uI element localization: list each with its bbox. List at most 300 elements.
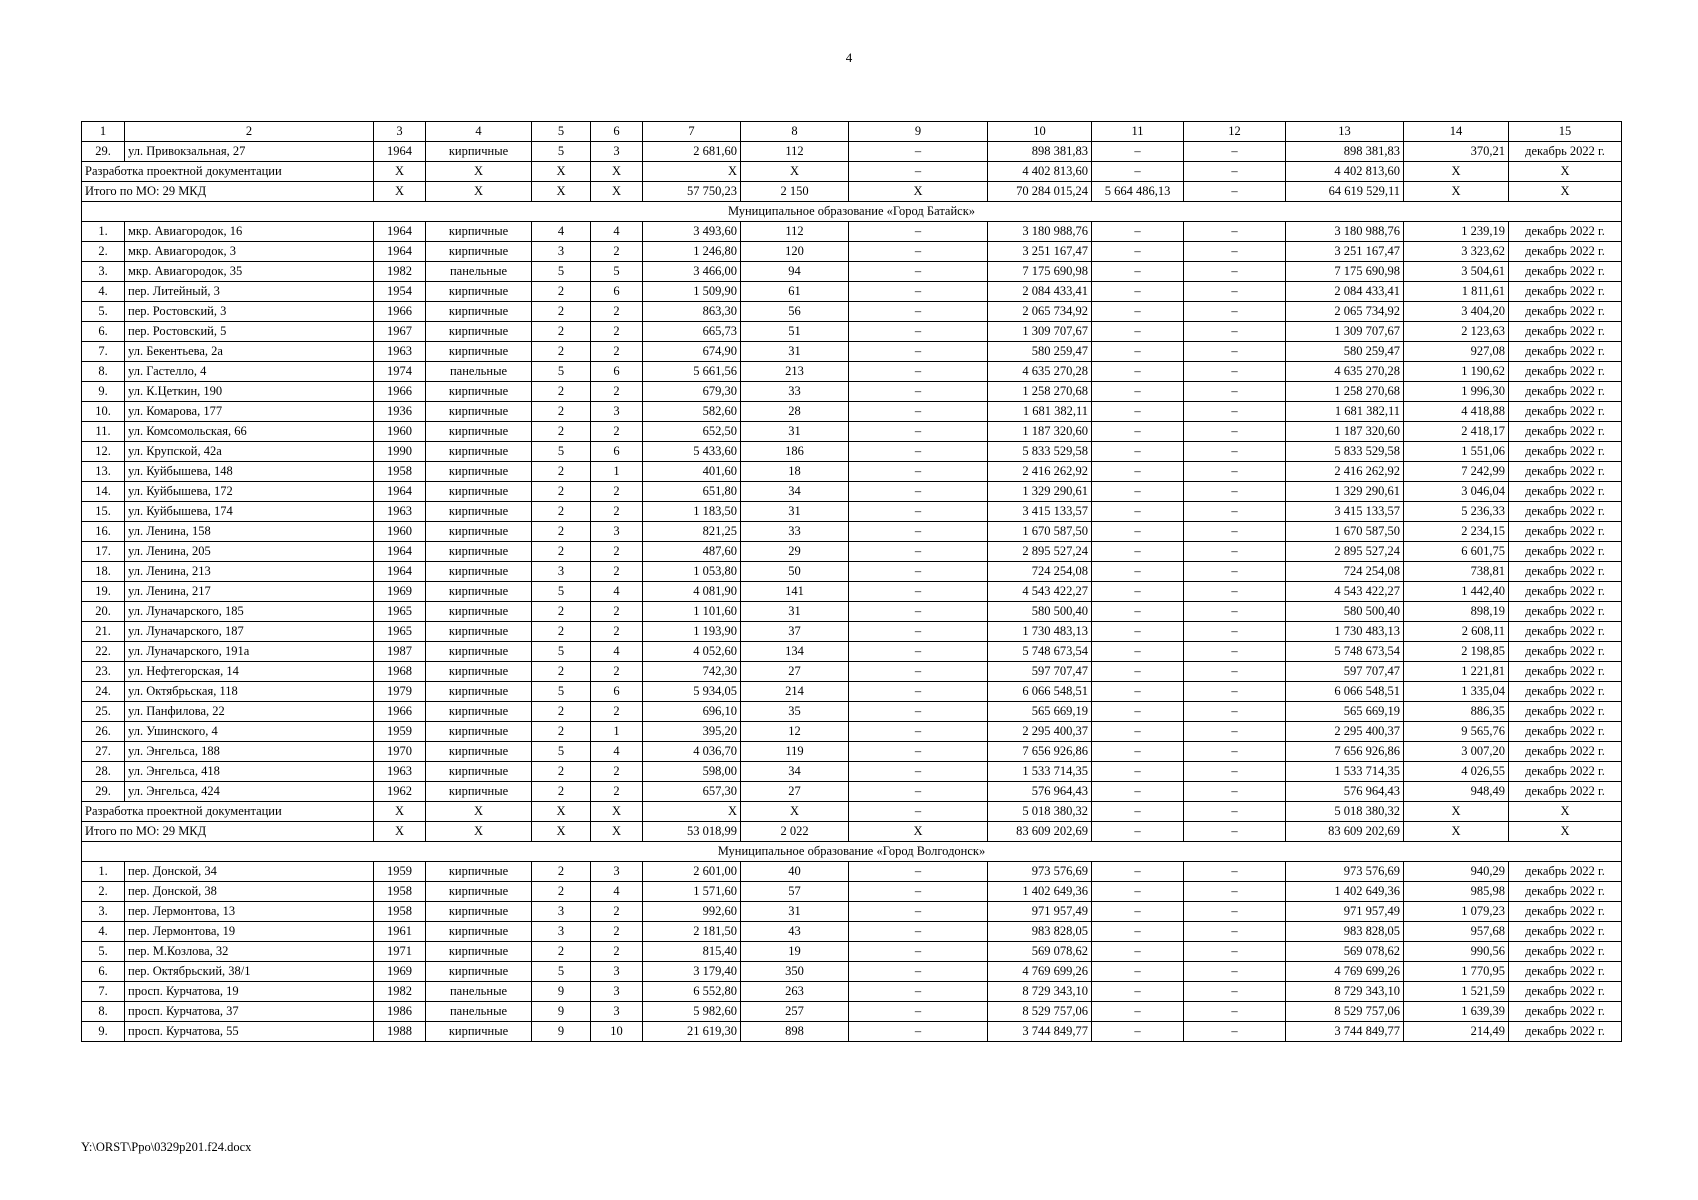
table-row — [82, 1022, 1622, 1042]
table-cell: 1962 — [374, 782, 426, 802]
table-cell: 1 811,61 — [1404, 282, 1509, 302]
table-cell: 1966 — [374, 382, 426, 402]
table-cell: X — [374, 822, 426, 842]
table-cell: кирпичные — [426, 662, 532, 682]
table-cell: 5 748 673,54 — [1286, 642, 1404, 662]
table-cell: 9 — [532, 982, 591, 1002]
table-cell: Разработка проектной документации — [82, 162, 374, 182]
table-cell: – — [849, 722, 988, 742]
table-cell: – — [1184, 282, 1286, 302]
table-cell: 2 — [532, 282, 591, 302]
table-cell: 28 — [741, 402, 849, 422]
table-cell: Итого по МО: 29 МКД — [82, 822, 374, 842]
table-cell: 1 681 382,11 — [988, 402, 1092, 422]
table-cell: 4 402 813,60 — [988, 162, 1092, 182]
table-cell: X — [849, 822, 988, 842]
table-cell: 724 254,08 — [1286, 562, 1404, 582]
table-cell: 2 — [532, 342, 591, 362]
table-cell: – — [1184, 182, 1286, 202]
table-cell: 1 221,81 — [1404, 662, 1509, 682]
table-cell: 9. — [82, 1022, 125, 1042]
table-cell: кирпичные — [426, 222, 532, 242]
table-cell: 3. — [82, 902, 125, 922]
table-cell: 990,56 — [1404, 942, 1509, 962]
table-cell: – — [1092, 1002, 1184, 1022]
table-cell: – — [849, 522, 988, 542]
table-cell: 9 — [532, 1022, 591, 1042]
table-cell: 4 052,60 — [643, 642, 741, 662]
table-cell: 696,10 — [643, 702, 741, 722]
table-cell: – — [849, 642, 988, 662]
table-cell: 724 254,08 — [988, 562, 1092, 582]
table-cell: – — [849, 482, 988, 502]
table-cell: 1 246,80 — [643, 242, 741, 262]
table-cell: – — [849, 702, 988, 722]
table-cell: 5 — [532, 442, 591, 462]
table-cell: ул. Панфилова, 22 — [125, 702, 374, 722]
table-cell: – — [1184, 982, 1286, 1002]
table-cell: 3 — [591, 1002, 643, 1022]
table-cell: декабрь 2022 г. — [1509, 982, 1622, 1002]
table-cell: 2 895 527,24 — [988, 542, 1092, 562]
table-cell: 2 601,00 — [643, 862, 741, 882]
table-cell: 4. — [82, 282, 125, 302]
table-cell: 597 707,47 — [1286, 662, 1404, 682]
table-cell: – — [849, 782, 988, 802]
table-cell: – — [1092, 962, 1184, 982]
table-cell: ул. Ленина, 158 — [125, 522, 374, 542]
table-cell: 40 — [741, 862, 849, 882]
table-cell: 2 — [591, 322, 643, 342]
table-cell: 6. — [82, 322, 125, 342]
table-cell: 3 007,20 — [1404, 742, 1509, 762]
table-cell: – — [1092, 302, 1184, 322]
table-cell: 21. — [82, 622, 125, 642]
table-cell: 1 670 587,50 — [988, 522, 1092, 542]
table-cell: 4 026,55 — [1404, 762, 1509, 782]
table-cell: 3 — [532, 242, 591, 262]
table-cell: кирпичные — [426, 502, 532, 522]
table-cell: 5 — [532, 142, 591, 162]
table-cell: 6 — [591, 282, 643, 302]
table-cell: декабрь 2022 г. — [1509, 782, 1622, 802]
table-cell: 14. — [82, 482, 125, 502]
table-cell: 1 402 649,36 — [988, 882, 1092, 902]
table-cell: – — [1092, 982, 1184, 1002]
table-cell: 26. — [82, 722, 125, 742]
table-cell: кирпичные — [426, 522, 532, 542]
table-cell: 37 — [741, 622, 849, 642]
table-cell: 7 175 690,98 — [1286, 262, 1404, 282]
table-cell: 863,30 — [643, 302, 741, 322]
table-cell: 12 — [741, 722, 849, 742]
table-cell: – — [849, 742, 988, 762]
table-row — [82, 722, 1622, 742]
table-cell: декабрь 2022 г. — [1509, 382, 1622, 402]
table-cell: – — [1184, 542, 1286, 562]
table-row — [82, 402, 1622, 422]
table-cell: 3 323,62 — [1404, 242, 1509, 262]
table-cell: 7 175 690,98 — [988, 262, 1092, 282]
table-cell: 5 018 380,32 — [988, 802, 1092, 822]
table-cell: 1965 — [374, 622, 426, 642]
table-cell: 1954 — [374, 282, 426, 302]
table-cell: – — [1184, 242, 1286, 262]
table-cell: ул. Бекентьева, 2а — [125, 342, 374, 362]
table-cell: 1 190,62 — [1404, 362, 1509, 382]
table-cell: 20. — [82, 602, 125, 622]
table-cell: 1 329 290,61 — [988, 482, 1092, 502]
table-cell: 1964 — [374, 542, 426, 562]
table-cell: кирпичные — [426, 1022, 532, 1042]
table-cell: 18 — [741, 462, 849, 482]
table-cell: 5 833 529,58 — [1286, 442, 1404, 462]
table-cell: 4 — [591, 882, 643, 902]
table-cell: – — [1092, 502, 1184, 522]
table-cell: 141 — [741, 582, 849, 602]
table-cell: – — [1184, 822, 1286, 842]
table-cell: ул. Гастелло, 4 — [125, 362, 374, 382]
table-cell: – — [1184, 322, 1286, 342]
table-cell: 2 — [591, 482, 643, 502]
table-cell: 898 — [741, 1022, 849, 1042]
table-cell: декабрь 2022 г. — [1509, 882, 1622, 902]
table-cell: X — [1404, 162, 1509, 182]
table-cell: кирпичные — [426, 902, 532, 922]
table-cell: – — [1184, 722, 1286, 742]
table-cell: кирпичные — [426, 962, 532, 982]
table-cell: – — [1092, 882, 1184, 902]
table-cell: – — [1092, 622, 1184, 642]
table-cell: 565 669,19 — [988, 702, 1092, 722]
table-cell: 31 — [741, 902, 849, 922]
table-cell: 2 — [532, 722, 591, 742]
table-cell: 1966 — [374, 702, 426, 722]
table-cell: 2 198,85 — [1404, 642, 1509, 662]
table-cell: Итого по МО: 29 МКД — [82, 182, 374, 202]
table-cell: 6 066 548,51 — [1286, 682, 1404, 702]
table-cell: декабрь 2022 г. — [1509, 682, 1622, 702]
table-cell: 5 — [532, 642, 591, 662]
table-cell: 1964 — [374, 562, 426, 582]
table-cell: 10 — [591, 1022, 643, 1042]
table-cell: – — [849, 622, 988, 642]
table-cell: 2 — [532, 622, 591, 642]
table-cell: 10. — [82, 402, 125, 422]
table-cell: – — [849, 882, 988, 902]
table-cell: – — [1092, 362, 1184, 382]
table-cell: 2 — [591, 662, 643, 682]
table-cell: 3. — [82, 262, 125, 282]
table-cell: ул. Ушинского, 4 — [125, 722, 374, 742]
table-cell: декабрь 2022 г. — [1509, 402, 1622, 422]
table-cell: 4 — [591, 642, 643, 662]
table-cell: кирпичные — [426, 622, 532, 642]
table-cell: 5 833 529,58 — [988, 442, 1092, 462]
table-cell: декабрь 2022 г. — [1509, 542, 1622, 562]
table-cell: декабрь 2022 г. — [1509, 962, 1622, 982]
table-cell: 3 180 988,76 — [988, 222, 1092, 242]
table-cell: мкр. Авиагородок, 35 — [125, 262, 374, 282]
table-row — [82, 762, 1622, 782]
table-cell: 370,21 — [1404, 142, 1509, 162]
table-cell: – — [1184, 1022, 1286, 1042]
table-cell: 7 242,99 — [1404, 462, 1509, 482]
table-cell: 8. — [82, 362, 125, 382]
table-cell: 94 — [741, 262, 849, 282]
table-cell: – — [1184, 402, 1286, 422]
table-row — [82, 442, 1622, 462]
table-row — [82, 222, 1622, 242]
table-cell: мкр. Авиагородок, 16 — [125, 222, 374, 242]
table-cell: 22. — [82, 642, 125, 662]
table-cell: 51 — [741, 322, 849, 342]
table-cell: – — [1184, 582, 1286, 602]
table-cell: 23. — [82, 662, 125, 682]
table-cell: 3 — [532, 902, 591, 922]
table-row — [82, 282, 1622, 302]
table-cell: 119 — [741, 742, 849, 762]
table-cell: – — [1184, 922, 1286, 942]
table-cell: 1 079,23 — [1404, 902, 1509, 922]
table-cell: 186 — [741, 442, 849, 462]
table-cell: 4. — [82, 922, 125, 942]
table-cell: 5 018 380,32 — [1286, 802, 1404, 822]
table-cell: 5 — [532, 582, 591, 602]
table-cell: – — [1092, 522, 1184, 542]
table-cell: 2 — [591, 382, 643, 402]
table-row — [82, 262, 1622, 282]
table-cell: 1 681 382,11 — [1286, 402, 1404, 422]
table-cell: – — [849, 582, 988, 602]
table-cell: 5 — [532, 362, 591, 382]
table-cell: декабрь 2022 г. — [1509, 902, 1622, 922]
table-cell: ул. Комарова, 177 — [125, 402, 374, 422]
table-cell: ул. К.Цеткин, 190 — [125, 382, 374, 402]
table-cell: 1 335,04 — [1404, 682, 1509, 702]
table-cell: – — [1184, 442, 1286, 462]
table-cell: декабрь 2022 г. — [1509, 562, 1622, 582]
table-cell: – — [849, 862, 988, 882]
table-cell: – — [1092, 722, 1184, 742]
table-cell: 5 — [532, 122, 591, 142]
table-cell: X — [374, 162, 426, 182]
table-cell: – — [849, 442, 988, 462]
table-cell: 1 309 707,67 — [1286, 322, 1404, 342]
table-cell: 3 744 849,77 — [988, 1022, 1092, 1042]
table-cell: X — [1404, 182, 1509, 202]
table-cell: – — [849, 222, 988, 242]
table-cell: 4 543 422,27 — [988, 582, 1092, 602]
table-cell: 2 — [591, 762, 643, 782]
table-cell: – — [1092, 222, 1184, 242]
table-cell: 1964 — [374, 222, 426, 242]
table-cell: 2 — [532, 322, 591, 342]
table-cell: 1 402 649,36 — [1286, 882, 1404, 902]
table-cell: 1 258 270,68 — [988, 382, 1092, 402]
table-cell: 1959 — [374, 722, 426, 742]
table-cell: панельные — [426, 362, 532, 382]
table-cell: кирпичные — [426, 642, 532, 662]
table-cell: 50 — [741, 562, 849, 582]
table-cell: 2 — [532, 762, 591, 782]
table-cell: ул. Куйбышева, 148 — [125, 462, 374, 482]
table-cell: – — [849, 142, 988, 162]
table-cell: X — [591, 182, 643, 202]
table-cell: 19 — [741, 942, 849, 962]
table-cell: – — [1092, 662, 1184, 682]
table-cell: 582,60 — [643, 402, 741, 422]
table-cell: 657,30 — [643, 782, 741, 802]
table-cell: ул. Луначарского, 185 — [125, 602, 374, 622]
table-cell: декабрь 2022 г. — [1509, 502, 1622, 522]
table-cell: кирпичные — [426, 542, 532, 562]
table-cell: – — [1092, 162, 1184, 182]
table-row — [82, 642, 1622, 662]
table-cell: 8 729 343,10 — [988, 982, 1092, 1002]
table-cell: 21 619,30 — [643, 1022, 741, 1042]
table-cell: 401,60 — [643, 462, 741, 482]
table-cell: 1 521,59 — [1404, 982, 1509, 1002]
table-cell: X — [591, 822, 643, 842]
table-cell: – — [1092, 822, 1184, 842]
table-cell: 2 — [532, 402, 591, 422]
table-cell: декабрь 2022 г. — [1509, 662, 1622, 682]
table-cell: декабрь 2022 г. — [1509, 702, 1622, 722]
table-cell: 1 — [591, 722, 643, 742]
table-cell: 2 123,63 — [1404, 322, 1509, 342]
table-cell: X — [1509, 822, 1622, 842]
table-cell: 1964 — [374, 242, 426, 262]
table-cell: X — [374, 802, 426, 822]
table-cell: – — [1184, 222, 1286, 242]
table-cell: – — [1092, 342, 1184, 362]
table-cell: кирпичные — [426, 862, 532, 882]
table-cell: 1 730 483,13 — [1286, 622, 1404, 642]
table-cell: кирпичные — [426, 742, 532, 762]
table-cell: 3 — [532, 922, 591, 942]
table-cell: 5 — [591, 262, 643, 282]
table-cell: – — [849, 1002, 988, 1022]
table-cell: 597 707,47 — [988, 662, 1092, 682]
table-cell: 6. — [82, 962, 125, 982]
table-cell: кирпичные — [426, 702, 532, 722]
table-cell: 576 964,43 — [1286, 782, 1404, 802]
table-cell: 3 — [591, 522, 643, 542]
table-cell: – — [1092, 422, 1184, 442]
table-cell: ул. Луначарского, 187 — [125, 622, 374, 642]
table-cell: 1967 — [374, 322, 426, 342]
table-cell: декабрь 2022 г. — [1509, 942, 1622, 962]
table-cell: 2 065 734,92 — [1286, 302, 1404, 322]
table-row — [82, 582, 1622, 602]
table-row — [82, 742, 1622, 762]
table-cell: 1936 — [374, 402, 426, 422]
table-cell: 9. — [82, 382, 125, 402]
table-cell: ул. Куйбышева, 174 — [125, 502, 374, 522]
table-row — [82, 1002, 1622, 1022]
table-cell: 1 187 320,60 — [988, 422, 1092, 442]
table-cell: X — [426, 802, 532, 822]
table-cell: 1960 — [374, 422, 426, 442]
table-cell: X — [374, 182, 426, 202]
table-cell: пер. Лермонтова, 13 — [125, 902, 374, 922]
table-cell: 5 — [532, 962, 591, 982]
table-cell: панельные — [426, 1002, 532, 1022]
table-cell: 2 — [532, 542, 591, 562]
table-cell: 33 — [741, 522, 849, 542]
table-cell: 1. — [82, 222, 125, 242]
table-cell: 674,90 — [643, 342, 741, 362]
table-cell: 56 — [741, 302, 849, 322]
table-cell: ул. Ленина, 217 — [125, 582, 374, 602]
table-cell: 112 — [741, 222, 849, 242]
table-cell: 1 193,90 — [643, 622, 741, 642]
table-cell: – — [1092, 282, 1184, 302]
table-cell: – — [1184, 302, 1286, 322]
table-cell: 2 — [532, 782, 591, 802]
table-cell: 2 022 — [741, 822, 849, 842]
table-cell: 7 656 926,86 — [988, 742, 1092, 762]
table-cell: 1968 — [374, 662, 426, 682]
table-cell: X — [532, 802, 591, 822]
table-cell: 27 — [741, 782, 849, 802]
table-cell: 7. — [82, 982, 125, 1002]
table-cell: кирпичные — [426, 322, 532, 342]
table-cell: 5 — [532, 262, 591, 282]
table-cell: 2 — [591, 422, 643, 442]
table-cell: просп. Курчатова, 55 — [125, 1022, 374, 1042]
table-cell: 3 — [591, 962, 643, 982]
table-cell: X — [426, 162, 532, 182]
table-cell: просп. Курчатова, 37 — [125, 1002, 374, 1022]
table-cell: 983 828,05 — [1286, 922, 1404, 942]
table-cell: 971 957,49 — [1286, 902, 1404, 922]
table-cell: 652,50 — [643, 422, 741, 442]
table-cell: 3 415 133,57 — [988, 502, 1092, 522]
municipality-total-row — [82, 182, 1622, 202]
table-cell: X — [643, 802, 741, 822]
table-cell: – — [849, 1022, 988, 1042]
table-cell: 5 664 486,13 — [1092, 182, 1184, 202]
table-cell: X — [426, 182, 532, 202]
table-cell: 53 018,99 — [643, 822, 741, 842]
table-cell: X — [591, 802, 643, 822]
table-cell: 8 729 343,10 — [1286, 982, 1404, 1002]
table-cell: 815,40 — [643, 942, 741, 962]
table-cell: 57 — [741, 882, 849, 902]
table-cell: 4 — [591, 742, 643, 762]
table-cell: 7. — [82, 342, 125, 362]
table-cell: 927,08 — [1404, 342, 1509, 362]
table-cell: 6 — [591, 362, 643, 382]
table-cell: 2 — [532, 662, 591, 682]
design-documentation-row — [82, 802, 1622, 822]
table-cell: 6 066 548,51 — [988, 682, 1092, 702]
table-cell: 3 — [591, 142, 643, 162]
table-cell: – — [849, 922, 988, 942]
table-cell: 10 — [988, 122, 1092, 142]
table-cell: – — [1184, 882, 1286, 902]
table-cell: 3 251 167,47 — [988, 242, 1092, 262]
table-cell: ул. Октябрьская, 118 — [125, 682, 374, 702]
table-cell: кирпичные — [426, 382, 532, 402]
table-cell: – — [1184, 702, 1286, 722]
table-cell: ул. Энгельса, 424 — [125, 782, 374, 802]
table-cell: 679,30 — [643, 382, 741, 402]
table-cell: 2 — [591, 542, 643, 562]
table-cell: 4 402 813,60 — [1286, 162, 1404, 182]
